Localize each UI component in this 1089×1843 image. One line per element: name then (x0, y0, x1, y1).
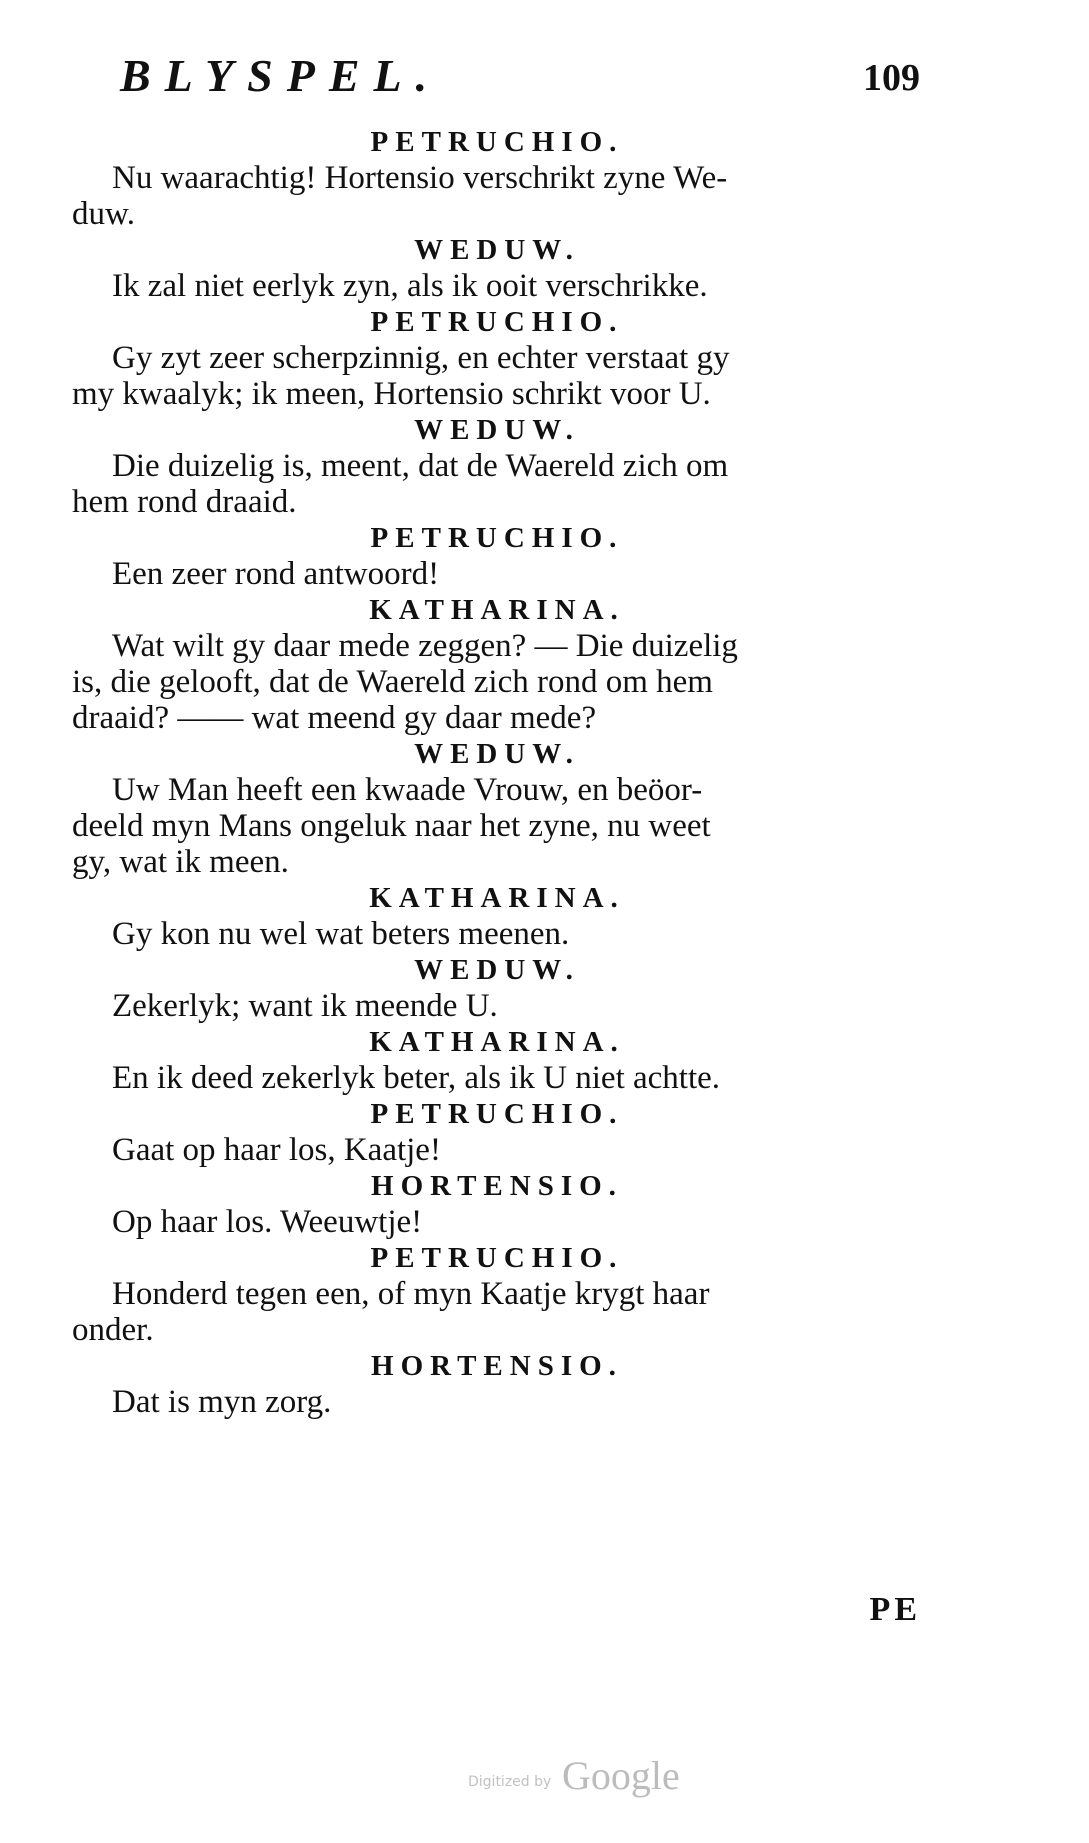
dialogue-line (72, 916, 922, 952)
line-text: Dat is myn zorg. (112, 1384, 332, 1420)
dialogue-line (72, 196, 922, 232)
dialogue-line (72, 1312, 922, 1348)
line-text: Uw Man heeft een kwaade Vrouw, en beöor- (112, 772, 703, 808)
dialogue-line (72, 988, 922, 1024)
dialogue-line (72, 1132, 922, 1168)
line-text: is, die gelooft, dat de Waereld zich rond om hem (72, 664, 713, 700)
line-text: En ik deed zekerlyk beter, als ik U niet achtte. (112, 1060, 721, 1096)
digitized-watermark (468, 1752, 708, 1800)
line-text: hem rond draaid. (72, 484, 297, 520)
google-logo: Google (562, 1753, 680, 1798)
running-title: BLYSPEL. (120, 50, 442, 101)
dialogue-line (72, 772, 922, 808)
dialogue-line (72, 664, 922, 700)
dialogue-line (72, 1204, 922, 1240)
speaker-name: PETRUCHIO. (370, 306, 624, 338)
running-head (120, 52, 920, 100)
dialogue-line (72, 1276, 922, 1312)
line-text: deeld myn Mans ongeluk naar het zyne, nu weet (72, 808, 711, 844)
speaker-name: WEDUW. (414, 234, 580, 266)
digitized-by-text: Digitized by (468, 1774, 552, 1790)
dialogue-line (72, 556, 922, 592)
dialogue-line (72, 340, 922, 376)
speaker-name: PETRUCHIO. (370, 1098, 624, 1130)
line-text: Een zeer rond antwoord! (112, 556, 440, 592)
line-text: Die duizelig is, meent, dat de Waereld zich om (112, 448, 729, 484)
dialogue-line (72, 700, 922, 736)
line-text: Gy kon nu wel wat beters meenen. (112, 916, 570, 952)
line-text: Ik zal niet eerlyk zyn, als ik ooit verschrikke. (112, 268, 708, 304)
line-text: draaid? —— wat meend gy daar mede? (72, 700, 597, 736)
line-text: Nu waarachtig! Hortensio verschrikt zyne We- (112, 160, 728, 196)
speaker-name: PETRUCHIO. (370, 522, 624, 554)
dialogue-line (72, 1384, 922, 1420)
dialogue-text (72, 124, 922, 1420)
speaker-name: KATHARINA. (369, 882, 625, 914)
dialogue-line (72, 484, 922, 520)
line-text: Gy zyt zeer scherpzinnig, en echter verstaat gy (112, 340, 730, 376)
speaker-name: HORTENSIO. (371, 1170, 623, 1202)
dialogue-line (72, 268, 922, 304)
dialogue-line (72, 160, 922, 196)
line-text: Wat wilt gy daar mede zeggen? — Die duizelig (112, 628, 738, 664)
line-text: onder. (72, 1312, 154, 1348)
dialogue-line (72, 376, 922, 412)
dialogue-line (72, 628, 922, 664)
speaker-name: PETRUCHIO. (370, 126, 624, 158)
catchword: PE (869, 1591, 921, 1628)
speaker-name: HORTENSIO. (371, 1350, 623, 1382)
line-text: duw. (72, 196, 135, 232)
speaker-name: KATHARINA. (369, 1026, 625, 1058)
page-number: 109 (863, 57, 920, 99)
dialogue-line (72, 844, 922, 880)
line-text: gy, wat ik meen. (72, 844, 289, 880)
line-text: Op haar los. Weeuwtje! (112, 1204, 423, 1240)
line-text: Honderd tegen een, of myn Kaatje krygt haar (112, 1276, 710, 1312)
line-text: my kwaalyk; ik meen, Hortensio schrikt voor U. (72, 376, 711, 412)
dialogue-line (72, 448, 922, 484)
dialogue-line (72, 1060, 922, 1096)
speaker-name: WEDUW. (414, 738, 580, 770)
speaker-name: WEDUW. (414, 414, 580, 446)
dialogue-line (72, 808, 922, 844)
speaker-name: PETRUCHIO. (370, 1242, 624, 1274)
line-text: Gaat op haar los, Kaatje! (112, 1132, 441, 1168)
speaker-name: WEDUW. (414, 954, 580, 986)
line-text: Zekerlyk; want ik meende U. (112, 988, 498, 1024)
speaker-name: KATHARINA. (369, 594, 625, 626)
